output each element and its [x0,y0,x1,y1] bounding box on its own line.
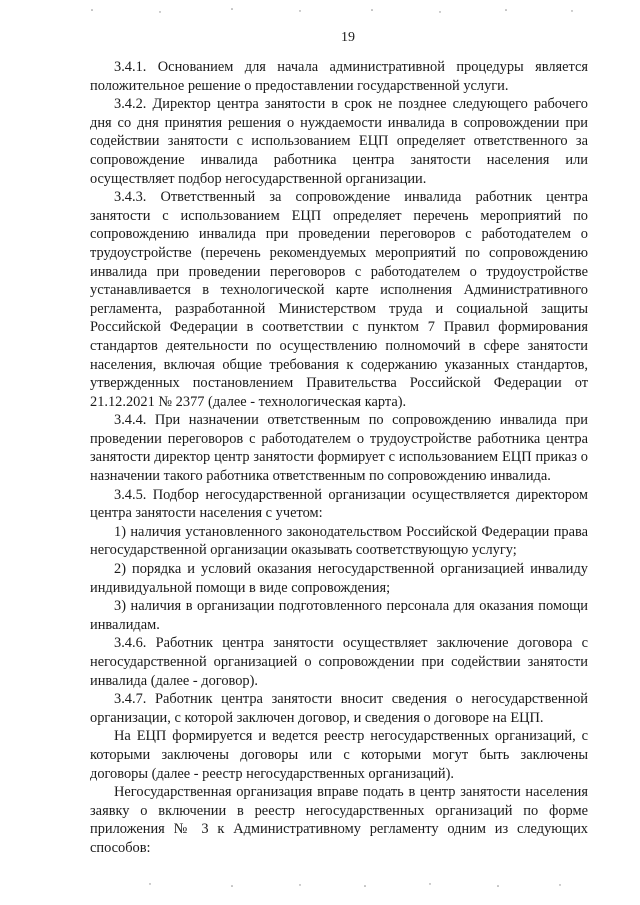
paragraph-3-4-2: 3.4.2. Директор центра занятости в срок не позднее следующего рабочего дня со дня принятия решения о нуждаемости инвалида в сопровождении при содействии занятости с использованием ЕЦП определяет ответственного за сопровождение инвалида работника центра занятости населения или осуществляет подбор негосударственной организации. [90,96,588,187]
paragraph-3-4-4: 3.4.4. При назначении ответственным по сопровождению инвалида при проведении переговоров с работодателем о трудоустройстве работника центра занятости директор центр занятости формирует с использованием ЕЦП приказ о назначении такого работника ответственным по сопровождению инвалида. [90,412,588,485]
list-item-2: 2) порядка и условий оказания негосударственной организацией инвалиду индивидуальной помощи в виде сопровождения; [90,561,588,596]
list-item-3: 3) наличия в организации подготовленного персонала для оказания помощи инвалидам. [90,598,588,633]
document-page [90,30,588,858]
paragraph-application: Негосударственная организация вправе подать в центр занятости населения заявку о включении в реестр негосударственных организаций по форме приложения № 3 к Административному регламенту одним из следующих способов: [90,784,588,856]
paragraph-3-4-6: 3.4.6. Работник центра занятости осуществляет заключение договора с негосударственной организацией о сопровождении при содействии занятости инвалида (далее - договор). [90,635,588,689]
page-number: 19 [341,30,355,45]
paragraph-3-4-3: 3.4.3. Ответственный за сопровождение инвалида работник центра занятости с использованием ЕЦП определяет перечень мероприятий по сопровождению инвалида при проведении переговоров с работодателем о трудоустройстве (перечень рекомендуемых мероприятий по сопровождению инвалида при проведении переговоров с работодателем о трудоустройстве устанавливается в технологической карте исполнения Административного регламента, разработанной Министерством труда и социальной защиты Российской Федерации в соответствии с пунктом 7 Правил формирования стандартов деятельности по осуществлению полномочий в сфере занятости населения, включая общие требования к содержанию указанных стандартов, утвержденных постановлением Правительства Российской Федерации от 21.12.2021 № 2377 (далее - технологическая карта). [90,189,588,410]
paragraph-3-4-7: 3.4.7. Работник центра занятости вносит сведения о негосударственной организации, с которой заключен договор, и сведения о договоре на ЕЦП. [90,691,588,726]
paragraph-3-4-5: 3.4.5. Подбор негосударственной организации осуществляется директором центра занятости населения с учетом: [90,486,588,522]
paragraph-registry: На ЕЦП формируется и ведется реестр негосударственных организаций, с которыми заключены договоры или с которыми могут быть заключены договоры (далее - реестр негосударственных организаций). [90,728,588,782]
list-item-1: 1) наличия установленного законодательством Российской Федерации права негосударственной организации оказывать соответствующую услугу; [90,523,588,559]
paragraph-3-4-1: 3.4.1. Основанием для начала административной процедуры является положительное решение о предоставлении государственной услуги. [90,59,588,94]
